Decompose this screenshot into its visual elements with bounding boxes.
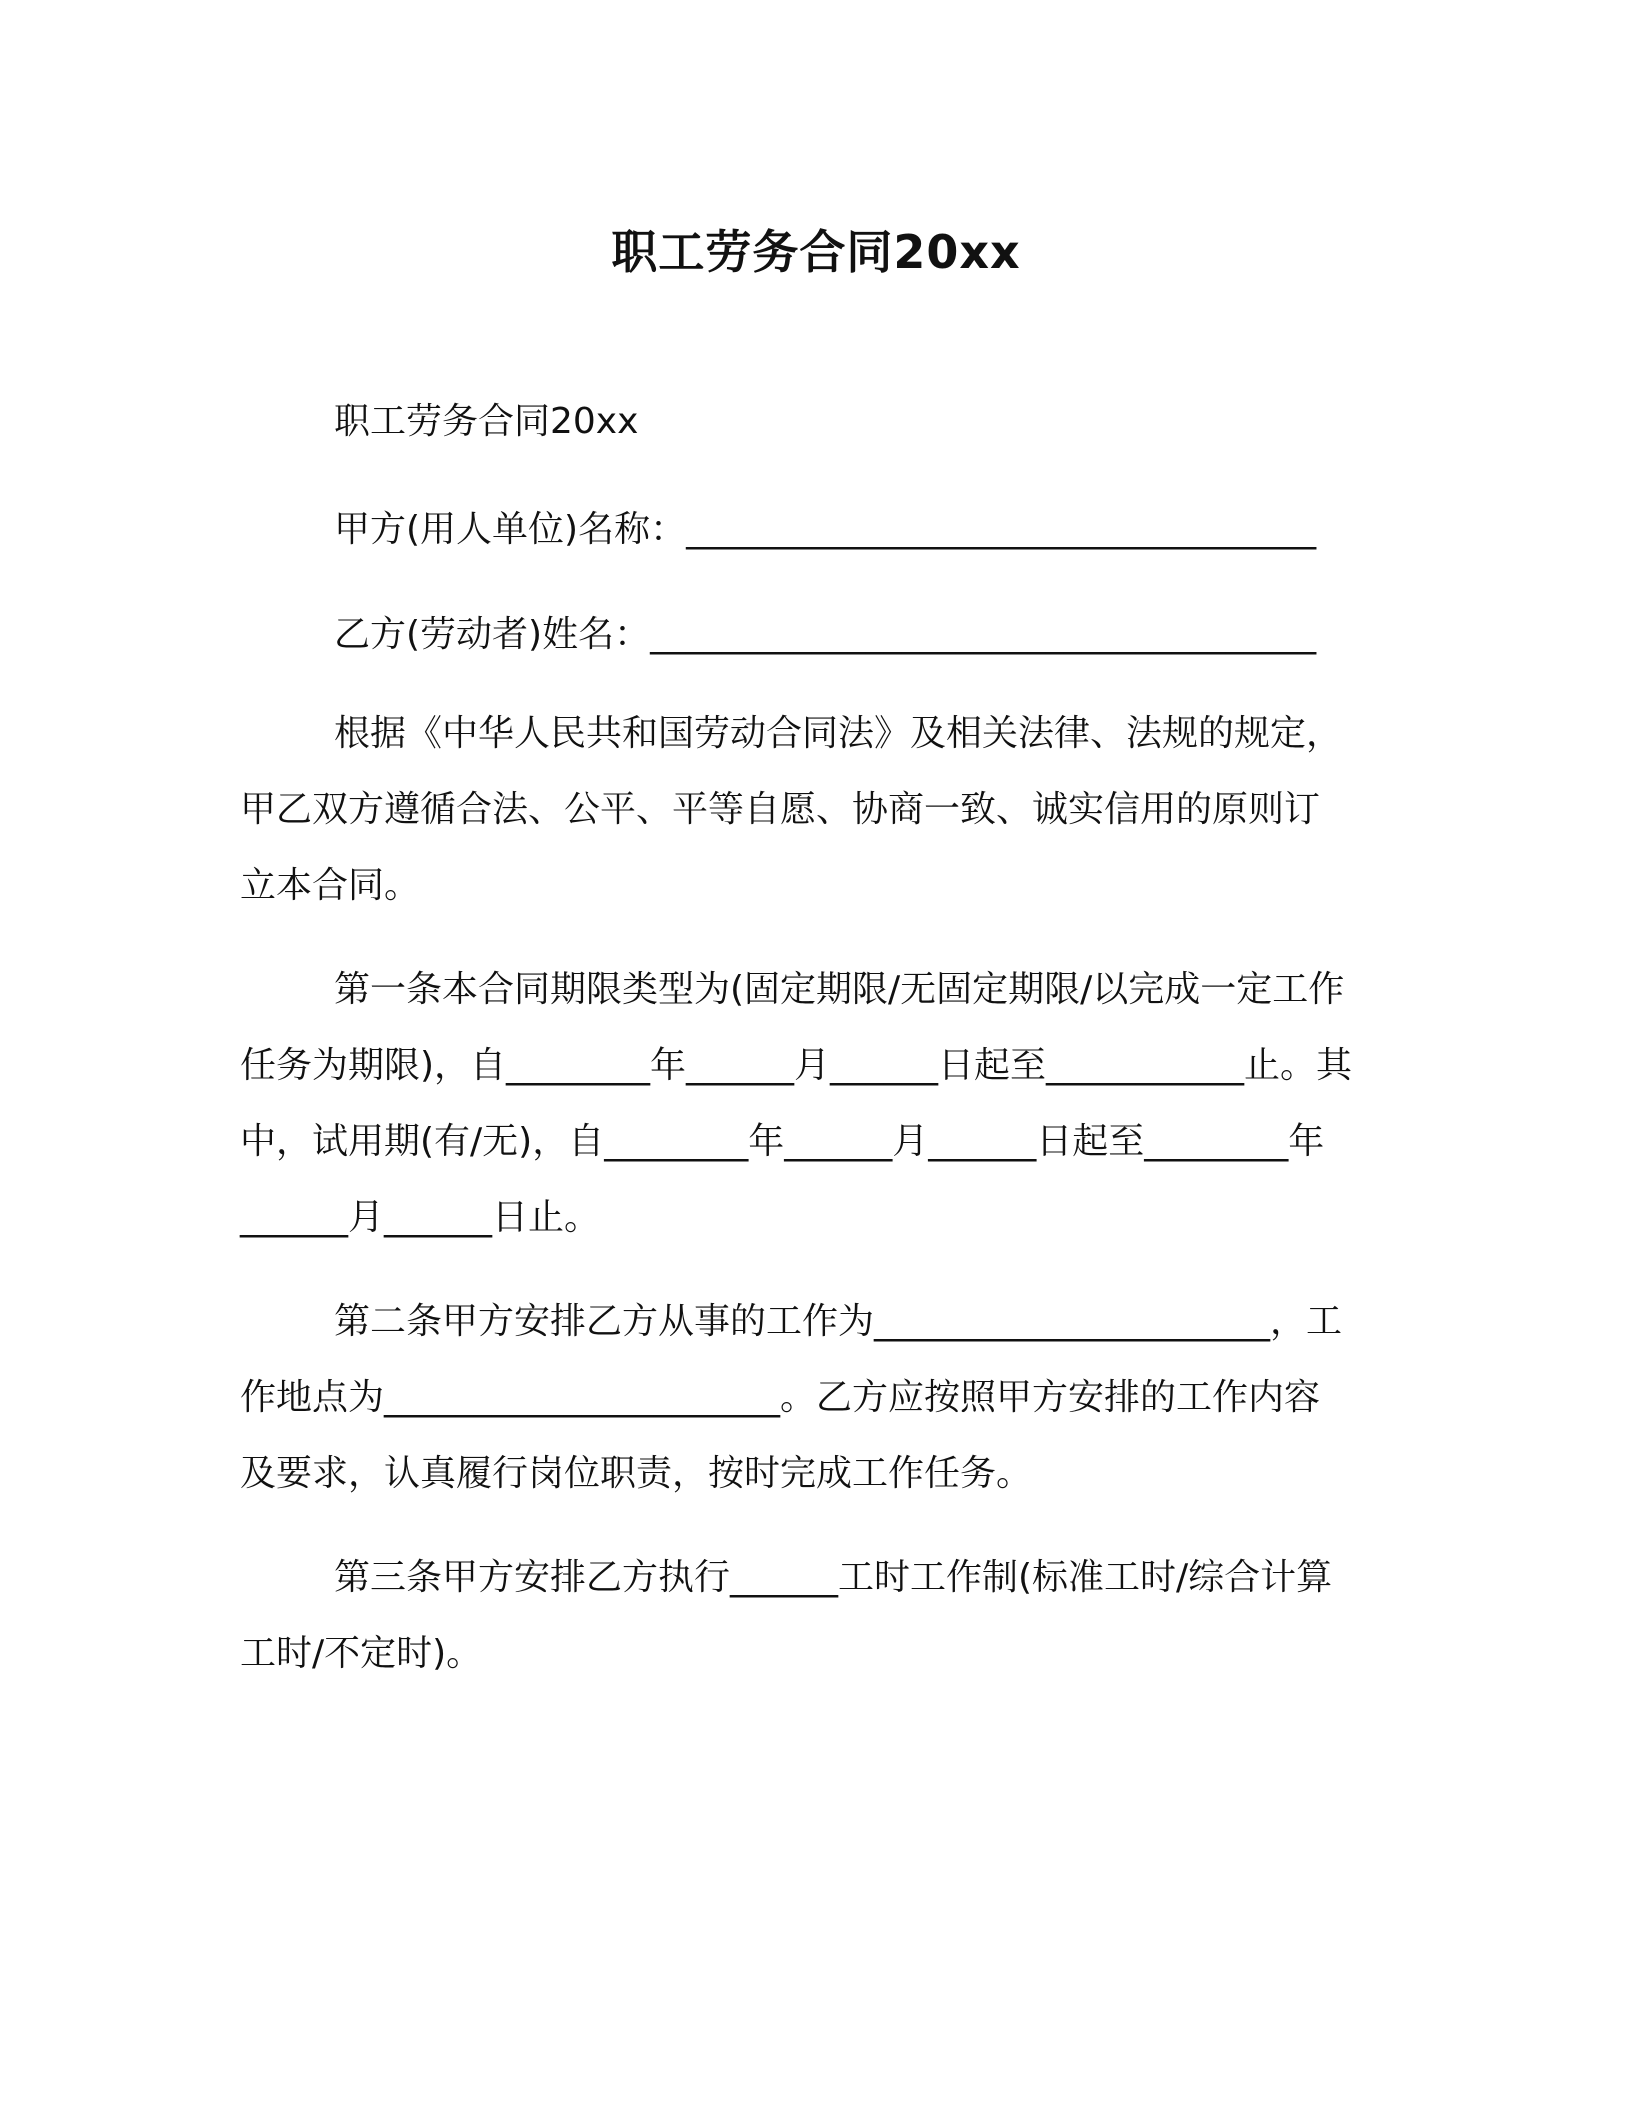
article2-line-2: 作地点为______________________。乙方应按照甲方安排的工作内容 <box>240 1377 1321 1418</box>
article3-line-1: 第三条甲方安排乙方执行______工时工作制(标准工时/综合计算 <box>334 1557 1333 1598</box>
document-subtitle: 职工劳务合同20xx <box>334 401 639 442</box>
article2-line-1: 第二条甲方安排乙方从事的工作为______________________，工 <box>334 1301 1343 1342</box>
article1-line-1: 第一条本合同期限类型为(固定期限/无固定期限/以完成一定工作 <box>334 969 1345 1010</box>
preamble-line-3: 立本合同。 <box>240 865 421 906</box>
party-a-line: 甲方(用人单位)名称：___________________________________ <box>334 509 1317 550</box>
article1-line-3: 中，试用期(有/无)，自________年______月______日起至________年 <box>240 1121 1325 1162</box>
article1-line-2: 任务为期限)，自________年______月______日起至___________止。其 <box>240 1045 1353 1086</box>
article1-line-4: ______月______日止。 <box>240 1197 601 1238</box>
party-b-line: 乙方(劳动者)姓名：_____________________________________ <box>334 614 1317 655</box>
preamble-line-1: 根据《中华人民共和国劳动合同法》及相关法律、法规的规定， <box>334 713 1343 754</box>
article3-line-2: 工时/不定时)。 <box>240 1633 483 1674</box>
article2-line-3: 及要求，认真履行岗位职责，按时完成工作任务。 <box>240 1453 1033 1494</box>
preamble-line-2: 甲乙双方遵循合法、公平、平等自愿、协商一致、诚实信用的原则订 <box>240 789 1321 830</box>
document-title: 职工劳务合同20xx <box>611 225 1021 279</box>
